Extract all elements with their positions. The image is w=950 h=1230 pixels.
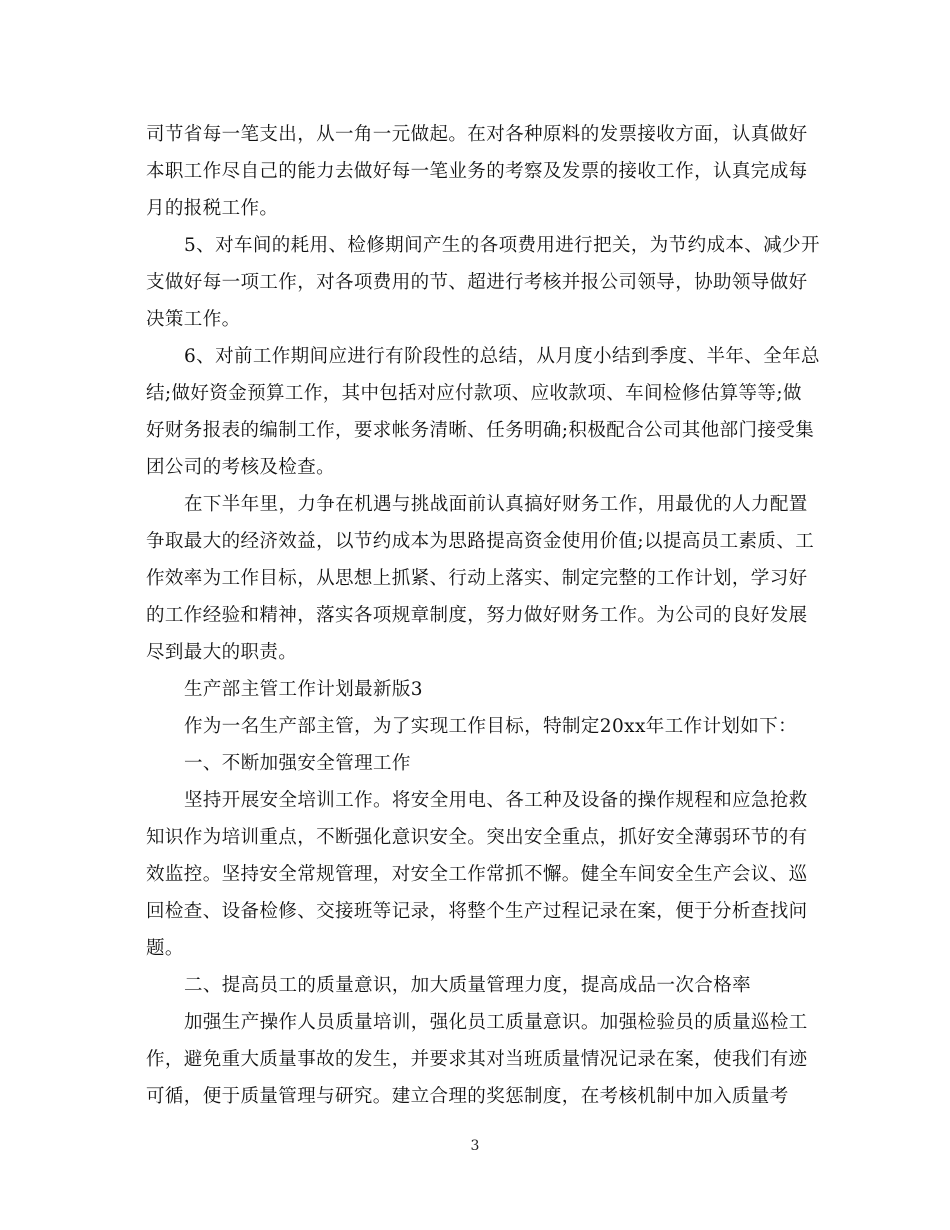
text-line: 坚持开展安全培训工作。将安全用电、各工种及设备的操作规程和应急抢救 xyxy=(184,790,808,811)
text-line: 决策工作。 xyxy=(146,309,241,330)
text-line: 可循，便于质量管理与研究。建立合理的奖惩制度，在考核机制中加入质量考 xyxy=(146,1086,789,1107)
text-line: 效监控。坚持安全常规管理，对安全工作常抓不懈。健全车间安全生产会议、巡 xyxy=(146,864,808,885)
text-line: 加强生产操作人员质量培训，强化员工质量意识。加强检验员的质量巡检工 xyxy=(184,1012,808,1033)
text-line: 司节省每一笔支出，从一角一元做起。在对各种原料的发票接收方面，认真做好 xyxy=(146,124,808,145)
text-line: 结;做好资金预算工作，其中包括对应付款项、应收款项、车间检修估算等等;做 xyxy=(146,383,802,404)
page-number: 3 xyxy=(470,1138,480,1154)
text-line: 支做好每一项工作，对各项费用的节、超进行考核并报公司领导，协助领导做好 xyxy=(146,272,808,293)
body-text xyxy=(146,116,820,1115)
text-line: 6、对前工作期间应进行有阶段性的总结，从月度小结到季度、半年、全年总 xyxy=(184,346,820,367)
text-line: 5、对车间的耗用、检修期间产生的各项费用进行把关，为节约成本、减少开 xyxy=(184,235,820,256)
text-line: 作效率为工作目标，从思想上抓紧、行动上落实、制定完整的工作计划，学习好 xyxy=(146,568,808,589)
text-line: 本职工作尽自己的能力去做好每一笔业务的考察及发票的接收工作，认真完成每 xyxy=(146,161,808,182)
text-line: 争取最大的经济效益，以节约成本为思路提高资金使用价值;以提高员工素质、工 xyxy=(146,531,815,552)
text-line: 生产部主管工作计划最新版3 xyxy=(184,679,423,700)
text-line: 一、不断加强安全管理工作 xyxy=(184,753,411,774)
text-line: 团公司的考核及检查。 xyxy=(146,457,336,478)
text-line: 题。 xyxy=(146,938,184,959)
text-line: 在下半年里，力争在机遇与挑战面前认真搞好财务工作，用最优的人力配置 xyxy=(184,494,808,515)
text-line: 月的报税工作。 xyxy=(146,198,279,219)
text-line: 回检查、设备检修、交接班等记录，将整个生产过程记录在案，便于分析查找问 xyxy=(146,901,808,922)
text-line: 作，避免重大质量事故的发生，并要求其对当班质量情况记录在案，使我们有迹 xyxy=(146,1049,808,1070)
text-line: 作为一名生产部主管，为了实现工作目标，特制定20xx年工作计划如下： xyxy=(184,716,798,737)
text-line: 的工作经验和精神，落实各项规章制度，努力做好财务工作。为公司的良好发展 xyxy=(146,605,808,626)
text-line: 二、提高员工的质量意识，加大质量管理力度，提高成品一次合格率 xyxy=(184,975,752,996)
text-line: 知识作为培训重点，不断强化意识安全。突出安全重点，抓好安全薄弱环节的有 xyxy=(146,827,808,848)
text-line: 好财务报表的编制工作，要求帐务清晰、任务明确;积极配合公司其他部门接受集 xyxy=(146,420,815,441)
text-line: 尽到最大的职责。 xyxy=(146,642,298,663)
